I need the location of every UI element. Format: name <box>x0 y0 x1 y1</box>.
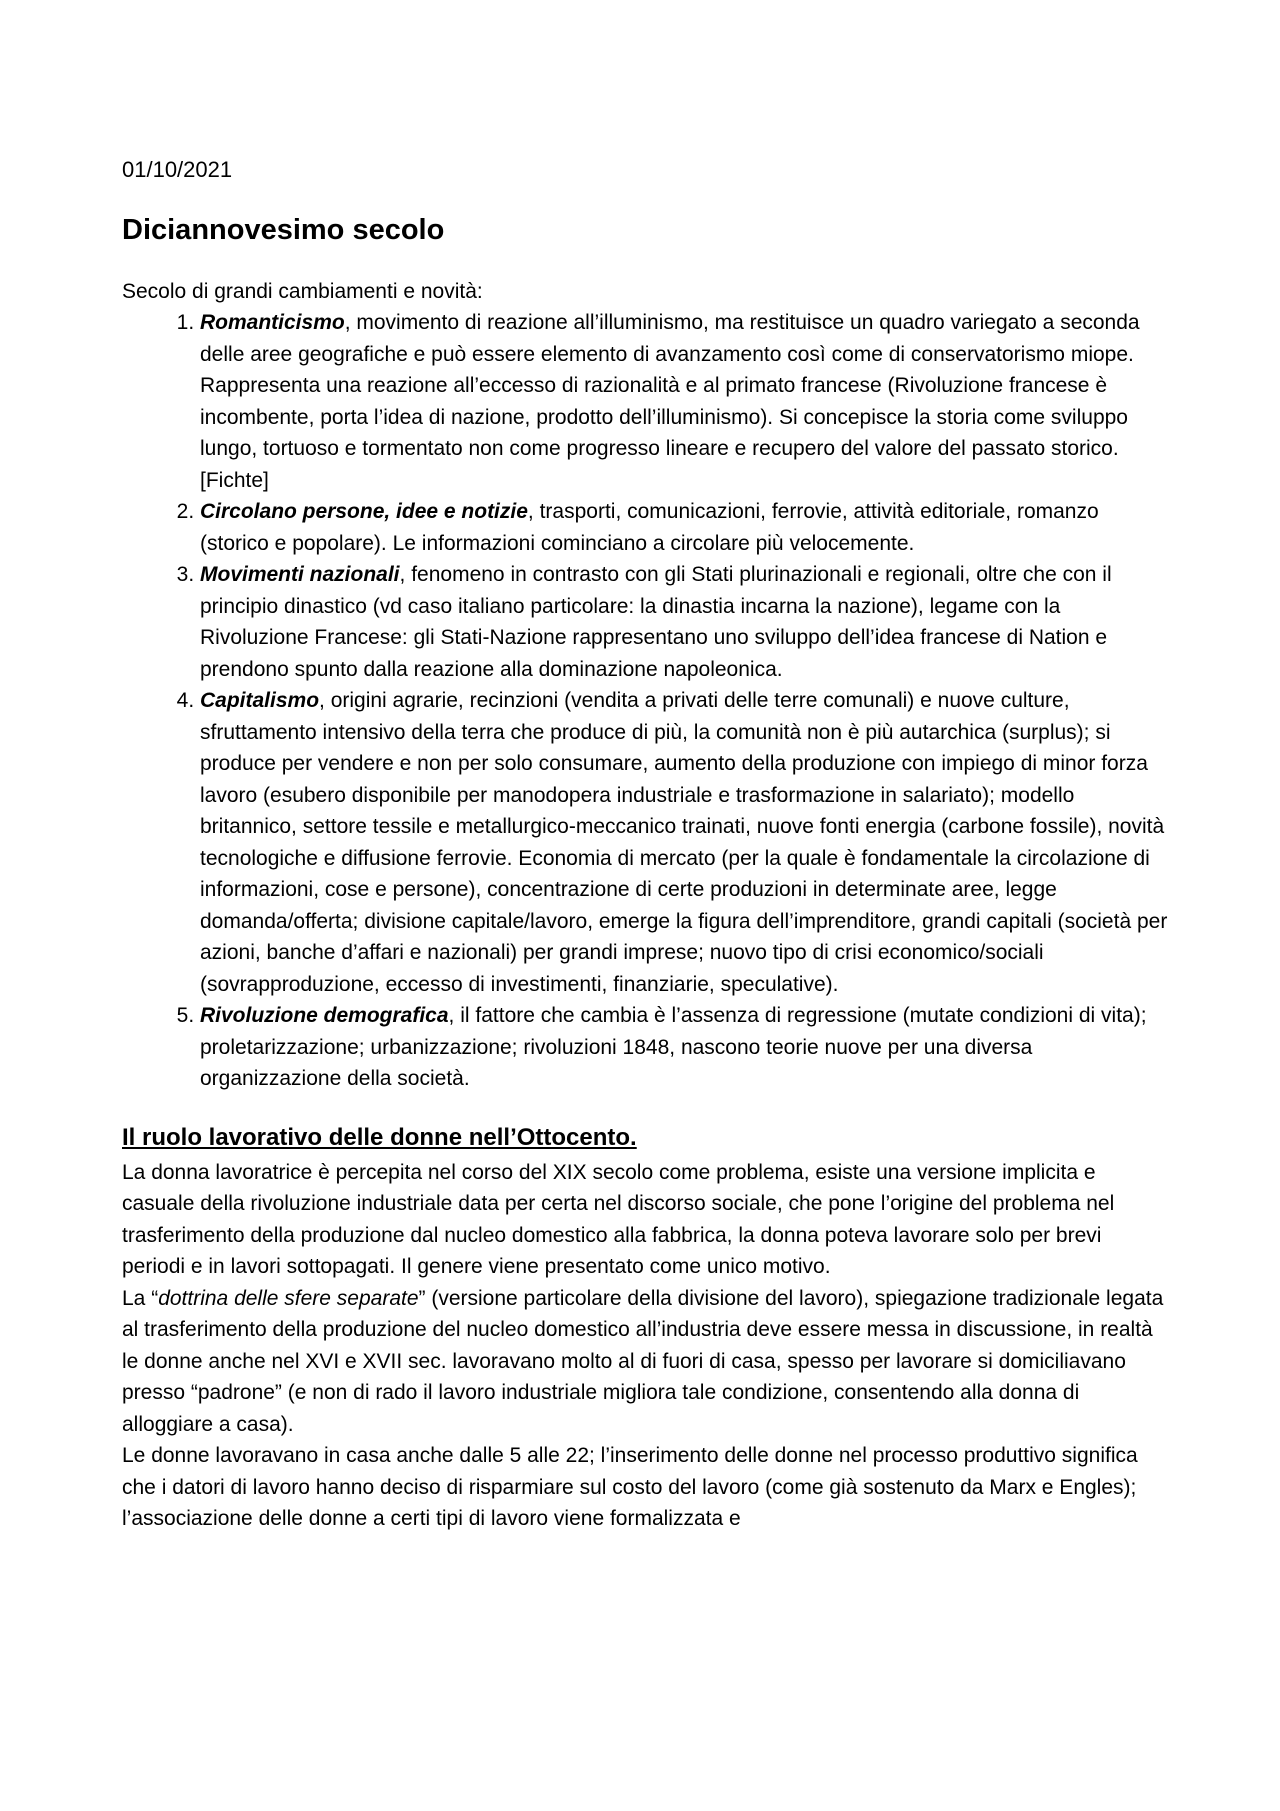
section-heading: Il ruolo lavorativo delle donne nell’Ottocento. <box>122 1123 637 1151</box>
item-text: , movimento di reazione all’illuminismo, ma restituisce un quadro variegato a seconda delle aree geografiche e può essere elemento di avanzamento così come di conservatorismo miope. Rappresenta una reazione all’eccesso di razionalità e al primato francese (Rivoluzione francese è incombente, porta l’idea di nazione, prodotto dell’illuminismo). Si concepisce la storia come sviluppo lungo, tortuoso e tormentato non come progresso lineare e recupero del valore del passato storico. [Fichte] <box>200 311 1140 492</box>
list-item <box>200 1000 1170 1095</box>
list-item <box>200 559 1170 685</box>
document-title: Diciannovesimo secolo <box>122 214 445 246</box>
intro-line: Secolo di grandi cambiamenti e novità: <box>122 280 483 303</box>
item-lead: Movimenti nazionali <box>200 563 400 586</box>
item-text: , il fattore che cambia è l’assenza di regressione (mutate condizioni di vita); proletarizzazione; urbanizzazione; rivoluzioni 1848, nascono teorie nuove per una diversa organizzazione della società. <box>200 1004 1147 1090</box>
document-date: 01/10/2021 <box>122 157 233 182</box>
item-text: , fenomeno in contrasto con gli Stati plurinazionali e regionali, oltre che con il principio dinastico (vd caso italiano particolare: la dinastia incarna la nazione), legame con la Rivoluzione Francese: gli Stati-Nazione rappresentano uno sviluppo dell’idea francese di Nation e prendono spunto dalla reazione alla dominazione napoleonica. <box>200 563 1112 681</box>
points-list <box>122 307 1170 1095</box>
item-text: , origini agrarie, recinzioni (vendita a privati delle terre comunali) e nuove culture, sfruttamento intensivo della terra che produce di più, la comunità non è più autarchica (surplus); si produce per vendere e non per solo consumare, aumento della produzione con impiego di minor forza lavoro (esubero disponibile per manodopera industriale e trasformazione in salariato); modello britannico, settore tessile e metallurgico-meccanico trainati, nuove fonti energia (carbone fossile), novità tecnologiche e diffusione ferrovie. Economia di mercato (per la quale è fondamentale la circolazione di informazioni, cose e persone), concentrazione di certe produzioni in determinate aree, legge domanda/offerta; divisione capitale/lavoro, emerge la figura dell’imprenditore, grandi capitali (società per azioni, banche d’affari e nazionali) per grandi imprese; nuovo tipo di crisi economico/sociali (sovrapproduzione, eccesso di investimenti, finanziarie, speculative). <box>200 689 1168 996</box>
item-lead: Circolano persone, idee e notizie <box>200 500 528 523</box>
paragraph-2-italic: dottrina delle sfere separate <box>158 1286 419 1310</box>
paragraph-3: Le donne lavoravano in casa anche dalle 5 alle 22; l’inserimento delle donne nel processo produttivo significa che i datori di lavoro hanno deciso di risparmiare sul costo del lavoro (come già sostenuto da Marx e Engles); l’associazione delle donne a certi tipi di lavoro viene formalizzata e <box>122 1444 1138 1530</box>
paragraph-1: La donna lavoratrice è percepita nel corso del XIX secolo come problema, esiste una versione implicita e casuale della rivoluzione industriale data per certa nel discorso sociale, che pone l’origine del problema nel trasferimento della produzione dal nucleo domestico alla fabbrica, la donna poteva lavorare solo per brevi periodi e in lavori sottopagati. Il genere viene presentato come unico motivo. <box>122 1160 1115 1278</box>
item-lead: Capitalismo <box>200 689 320 712</box>
list-item <box>200 307 1170 496</box>
paragraph-2-pre: La “ <box>122 1286 159 1310</box>
list-item <box>200 496 1170 559</box>
list-item <box>200 685 1170 1000</box>
item-lead: Romanticismo <box>200 311 345 334</box>
paragraph-2 <box>122 1283 1170 1441</box>
item-lead: Rivoluzione demografica <box>200 1004 449 1027</box>
paragraph-2-post: ” (versione particolare della divisione del lavoro), spiegazione tradizionale legata al trasferimento della produzione del nucleo domestico all’industria deve essere messa in discussione, in realtà le donne anche nel XVI e XVII sec. lavoravano molto al di fuori di casa, spesso per lavorare si domiciliavano presso “padrone” (e non di rado il lavoro industriale migliora tale condizione, consentendo alla donna di alloggiare a casa). <box>122 1286 1164 1436</box>
item-text: , trasporti, comunicazioni, ferrovie, attività editoriale, romanzo (storico e popolare). Le informazioni cominciano a circolare più velocemente. <box>200 500 1099 555</box>
